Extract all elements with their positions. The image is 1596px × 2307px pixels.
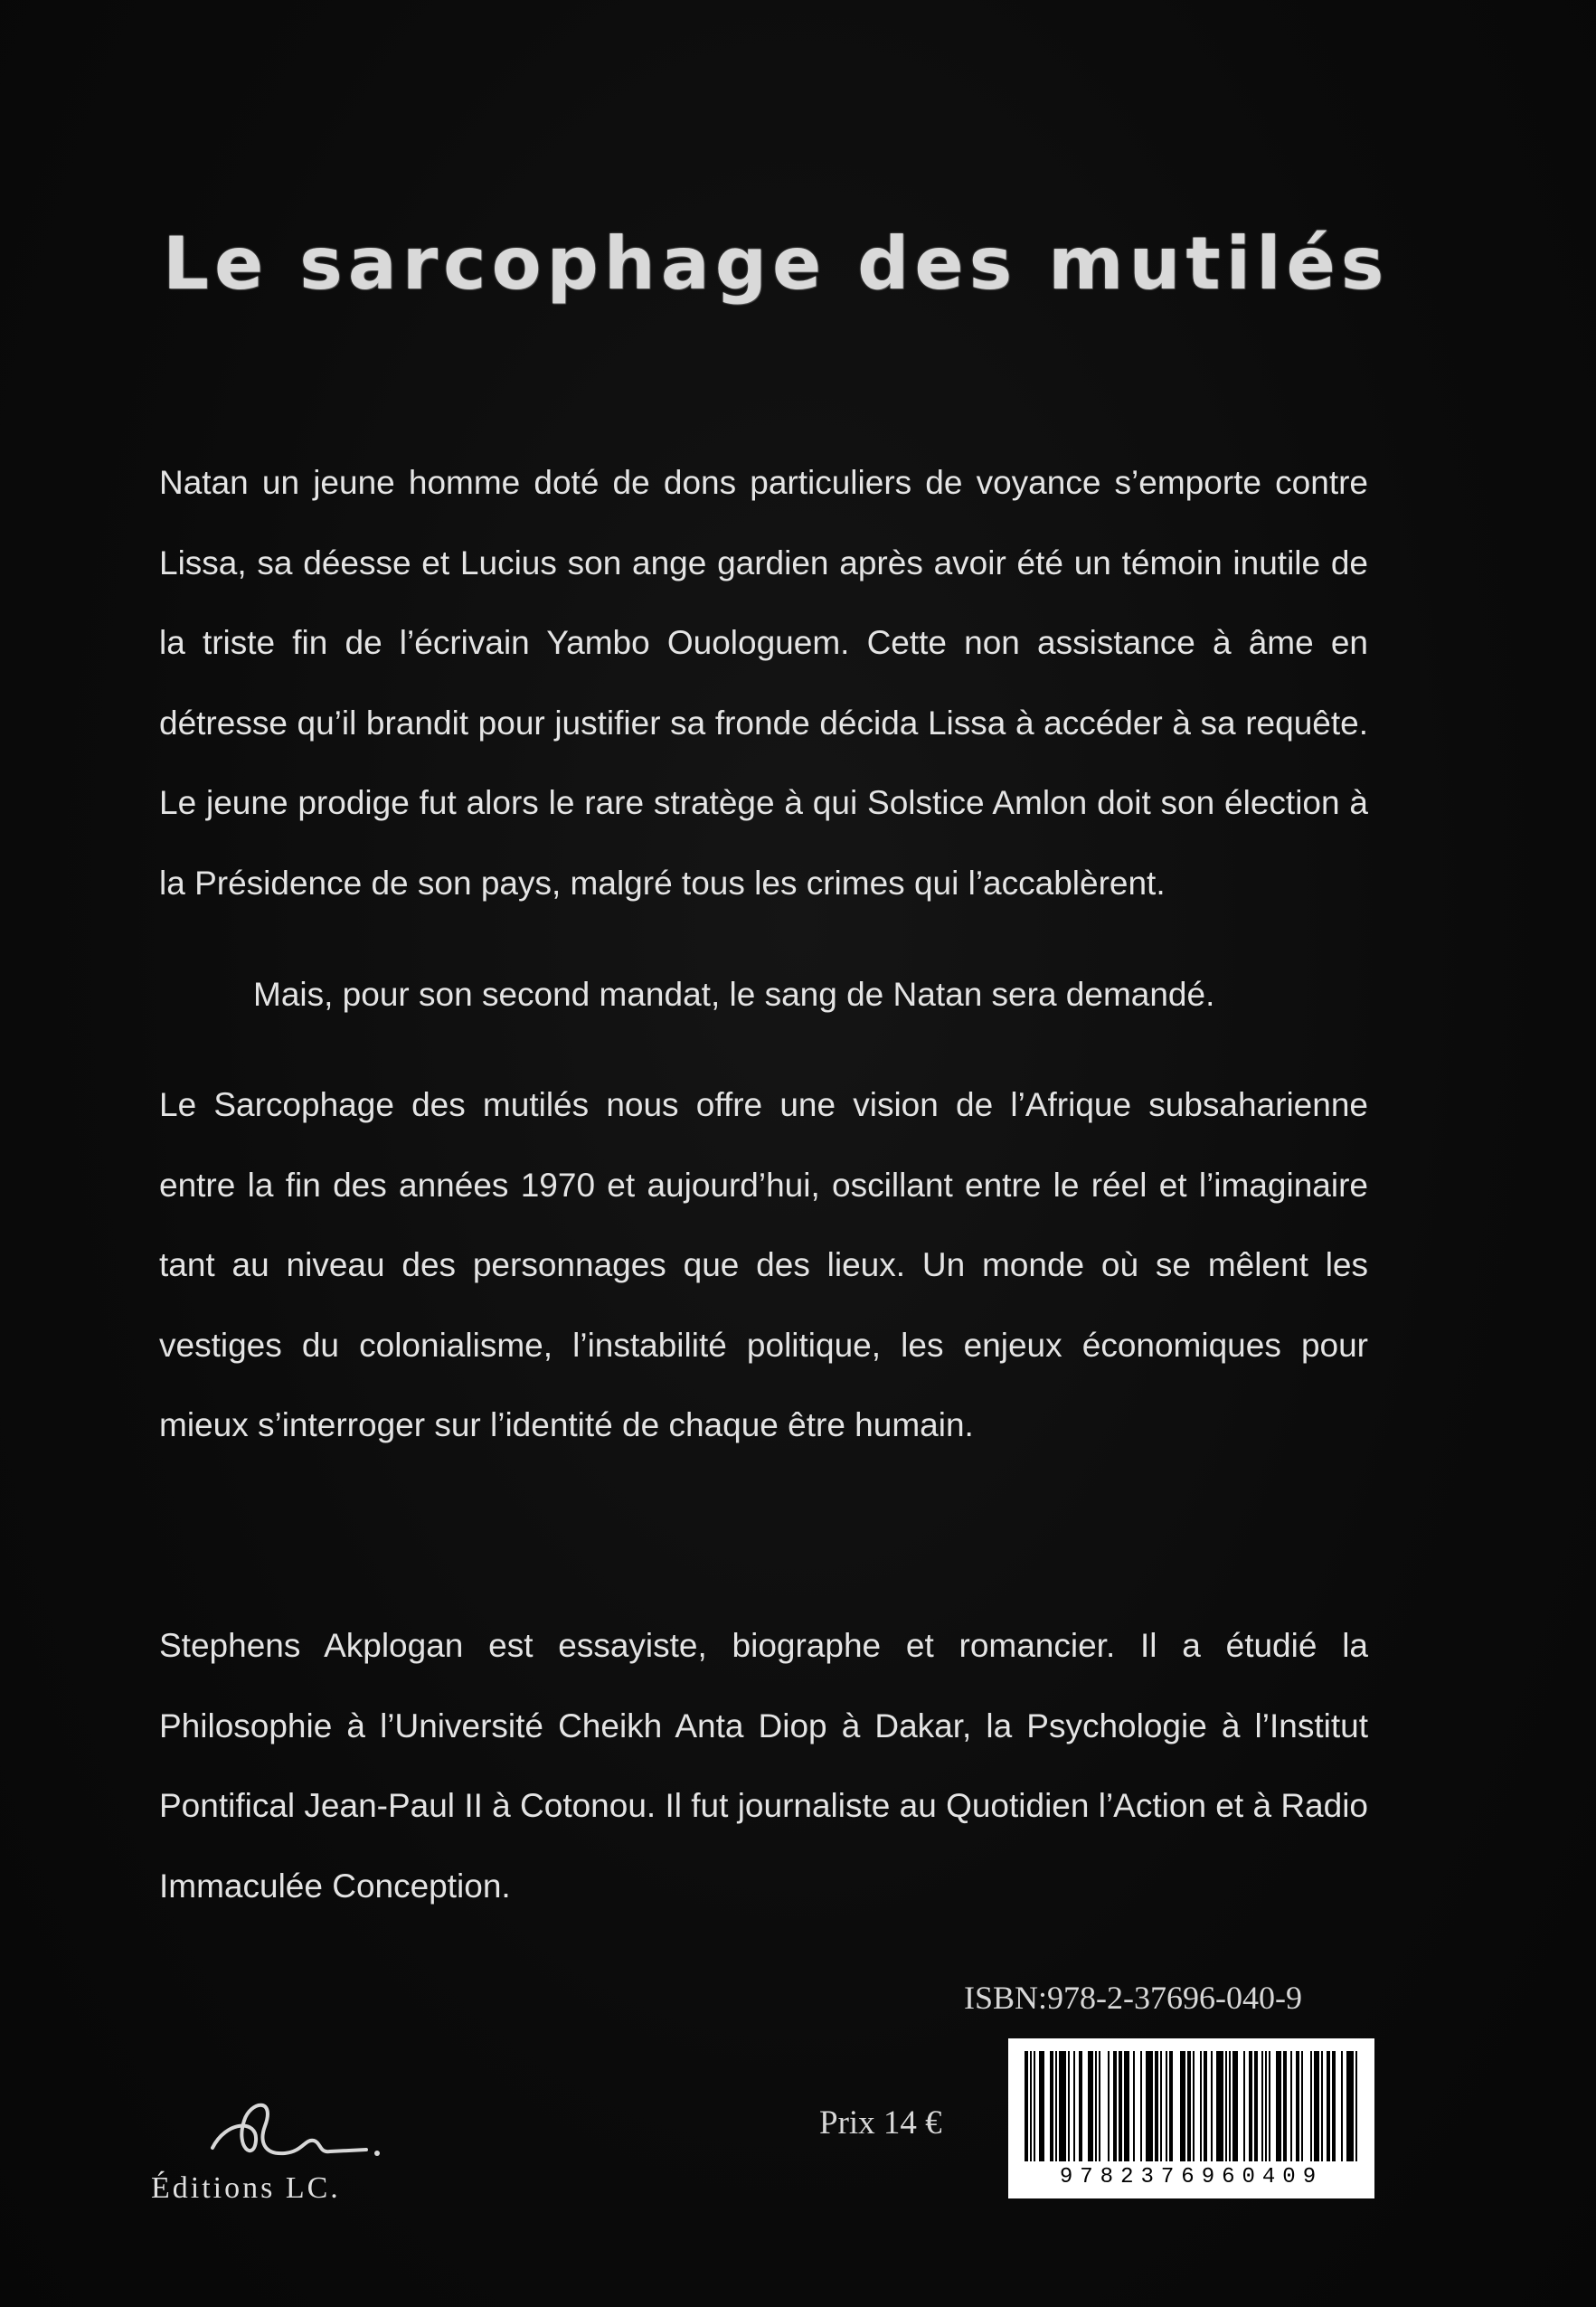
publisher-monogram-icon: [149, 2085, 493, 2175]
author-bio: Stephens Akplogan est essayiste, biographe et romancier. Il a étudié la Philosophie à l’Université Cheikh Anta Diop à Dakar, la Psychologie à l’Institut Pontifical Jean-Paul II à Cotonou. Il fut journaliste au Quotidien l’Action et à Radio Immaculée Conception.: [159, 1627, 1368, 1905]
barcode-bar: [1346, 2051, 1354, 2161]
barcode-bar: [1169, 2051, 1173, 2161]
barcode-bar: [1314, 2051, 1319, 2161]
barcode-bar: [1225, 2051, 1227, 2161]
barcode-bar: [1079, 2051, 1082, 2161]
barcode-bar: [1088, 2051, 1093, 2161]
barcode-bar: [1243, 2051, 1245, 2161]
barcode-bar: [1039, 2051, 1044, 2161]
publisher-logo: [149, 2085, 493, 2211]
barcode-digits: 9782376960409: [1059, 2165, 1324, 2189]
barcode-bar: [1155, 2051, 1158, 2161]
barcode-bar: [1146, 2051, 1153, 2161]
barcode-bar: [1034, 2051, 1035, 2161]
barcode-bar: [1200, 2051, 1202, 2161]
isbn-label: ISBN:978-2-37696-040-9: [964, 1980, 1302, 2016]
barcode-bar: [1068, 2051, 1070, 2161]
barcode-bar: [1249, 2051, 1252, 2161]
blurb-paragraph-2: Mais, pour son second mandat, le sang de Natan sera demandé.: [253, 976, 1215, 1013]
barcode: [1008, 2038, 1374, 2198]
barcode-bar: [1204, 2051, 1207, 2161]
book-title: Le sarcophage des mutilés: [163, 222, 1390, 306]
barcode-bar: [1025, 2051, 1028, 2161]
barcode-bar: [1119, 2051, 1122, 2161]
barcode-bar: [1229, 2051, 1231, 2161]
barcode-bar: [1301, 2051, 1303, 2161]
barcode-bar: [1232, 2051, 1238, 2161]
barcode-bar: [1265, 2051, 1267, 2161]
publisher-name: Éditions LC.: [151, 2171, 341, 2205]
barcode-bar: [1269, 2051, 1270, 2161]
barcode-bar: [1050, 2051, 1053, 2161]
barcode-bar: [1055, 2051, 1057, 2161]
barcode-bar: [1355, 2051, 1357, 2161]
barcode-bar: [1108, 2051, 1110, 2161]
barcode-bar: [1073, 2051, 1075, 2161]
barcode-bar: [1166, 2051, 1167, 2161]
barcode-bar: [1327, 2051, 1330, 2161]
barcode-bar: [1296, 2051, 1299, 2161]
barcode-bar: [1160, 2051, 1162, 2161]
barcode-bar: [1332, 2051, 1336, 2161]
barcode-bar: [1310, 2051, 1312, 2161]
barcode-bar: [1193, 2051, 1195, 2161]
blurb-paragraph-3: Le Sarcophage des mutilés nous offre une vision de l’Afrique subsaharienne entre la fin des années 1970 et aujourd’hui, oscillant entre le réel et l’imaginaire tant au niveau des personnages que des lieux. Un monde où se mêlent les vestiges du colonialisme, l’instabilité politique, les enjeux économiques pour mieux s’interroger sur l’identité de chaque être humain.: [159, 1086, 1368, 1443]
barcode-bar: [1254, 2051, 1258, 2161]
barcode-bar: [1187, 2051, 1191, 2161]
barcode-bar: [1124, 2051, 1129, 2161]
barcode-bar: [1276, 2051, 1281, 2161]
blurb-paragraph-1: Natan un jeune homme doté de dons particuliers de voyance s’emporte contre Lissa, sa déesse et Lucius son ange gardien après avoir été un témoin inutile de la triste fin de l’écrivain Yambo Ouologuem. Cette non assistance à âme en détresse qu’il brandit pour justifier sa fronde décida Lissa à accéder à sa requête. Le jeune prodige fut alors le rare stratège à qui Solstice Amlon doit son élection à la Présidence de son pays, malgré tous les crimes qui l’accablèrent.: [159, 464, 1368, 902]
barcode-bar: [1133, 2051, 1135, 2161]
barcode-bar: [1290, 2051, 1292, 2161]
barcode-bar: [1140, 2051, 1142, 2161]
barcode-bar: [1030, 2051, 1032, 2161]
barcode-bar: [1216, 2051, 1223, 2161]
barcode-bar: [1321, 2051, 1323, 2161]
barcode-bar: [1059, 2051, 1066, 2161]
barcode-bar: [1261, 2051, 1263, 2161]
barcode-bar: [1113, 2051, 1117, 2161]
barcode-bar: [1211, 2051, 1213, 2161]
price-label: Prix 14 €: [819, 2104, 942, 2142]
barcode-bar: [1180, 2051, 1185, 2161]
barcode-bar: [1099, 2051, 1100, 2161]
barcode-bar: [1095, 2051, 1097, 2161]
barcode-bar: [1341, 2051, 1343, 2161]
barcode-bar: [1283, 2051, 1287, 2161]
